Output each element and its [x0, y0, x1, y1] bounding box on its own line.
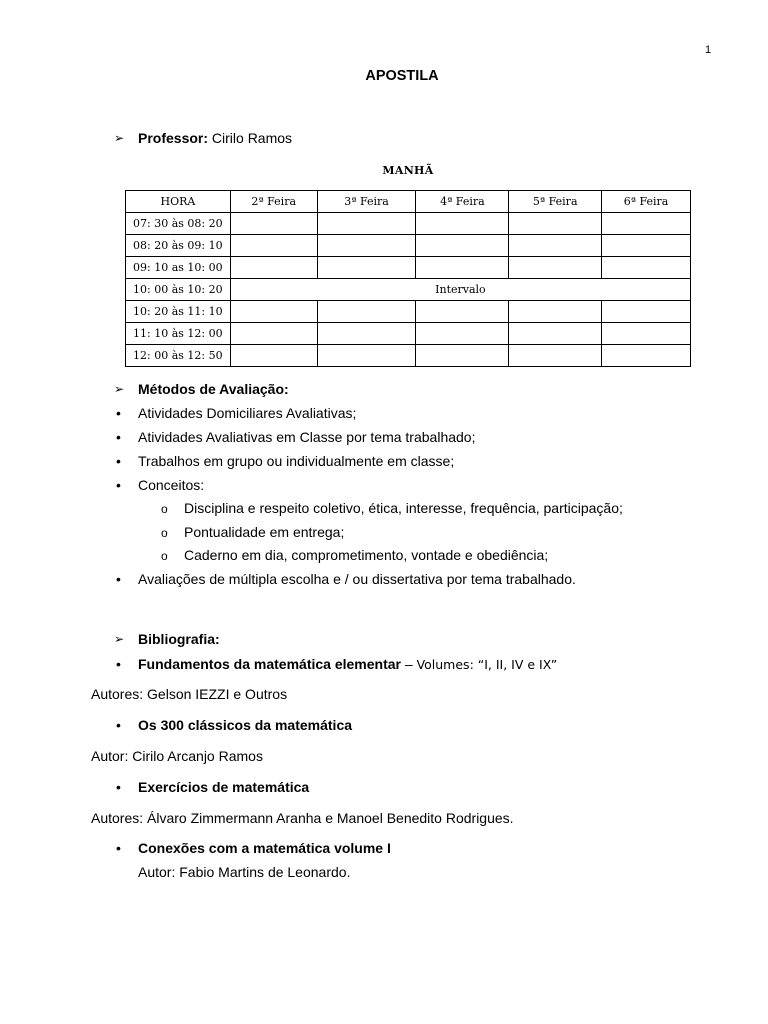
- book-dash: –: [400, 656, 417, 672]
- concept-item: Pontualidade em entrega;: [184, 524, 345, 540]
- book-authors: Autor: Fabio Martins de Leonardo.: [138, 864, 351, 880]
- time-cell: 10: 20 às 11: 10: [126, 301, 231, 323]
- table-cell: [416, 323, 509, 345]
- circle-bullet-icon: o: [161, 526, 168, 540]
- header-hora: HORA: [126, 191, 231, 213]
- header-terca: 3ª Feira: [317, 191, 416, 213]
- schedule-header-row: [126, 191, 691, 213]
- table-cell: [602, 323, 691, 345]
- book-title: Fundamentos da matemática elementar: [138, 656, 401, 672]
- table-row: [126, 301, 691, 323]
- table-cell: [602, 345, 691, 367]
- table-cell: [416, 257, 509, 279]
- circle-bullet-icon: o: [161, 502, 168, 516]
- table-row: [126, 257, 691, 279]
- time-cell: 09: 10 as 10: 00: [126, 257, 231, 279]
- document-title: APOSTILA: [365, 68, 439, 84]
- table-cell: [602, 213, 691, 235]
- table-cell: [509, 301, 602, 323]
- table-cell: [230, 323, 317, 345]
- table-cell: [416, 301, 509, 323]
- bullet-icon: •: [116, 453, 121, 469]
- arrow-bullet-icon: ➢: [114, 632, 125, 646]
- bullet-icon: •: [116, 840, 121, 856]
- book-title: Exercícios de matemática: [138, 779, 310, 795]
- table-row: [126, 213, 691, 235]
- table-cell: [317, 235, 416, 257]
- professor-name: Cirilo Ramos: [211, 130, 293, 146]
- bullet-icon: •: [116, 477, 121, 493]
- evaluation-item: Atividades Avaliativas em Classe por tema trabalhado;: [138, 429, 476, 445]
- evaluation-heading: Métodos de Avaliação:: [138, 381, 289, 397]
- table-cell: [509, 345, 602, 367]
- header-quarta: 4ª Feira: [416, 191, 509, 213]
- table-cell: [230, 213, 317, 235]
- circle-bullet-icon: o: [161, 549, 168, 563]
- table-cell: [230, 257, 317, 279]
- evaluation-item: Conceitos:: [138, 477, 205, 493]
- schedule-caption: MANHÃ: [382, 164, 434, 177]
- book-title: Conexões com a matemática volume I: [138, 840, 391, 856]
- table-cell: [416, 213, 509, 235]
- bullet-icon: •: [116, 429, 121, 445]
- table-cell: [602, 301, 691, 323]
- professor-line: [138, 130, 292, 146]
- concept-item: Caderno em dia, comprometimento, vontade e obediência;: [184, 547, 549, 563]
- interval-cell: Intervalo: [230, 279, 690, 301]
- book-title: Os 300 clássicos da matemática: [138, 717, 353, 733]
- table-cell: [509, 257, 602, 279]
- bullet-icon: •: [116, 405, 121, 421]
- table-cell: [317, 213, 416, 235]
- table-cell: [230, 301, 317, 323]
- bullet-icon: •: [116, 717, 121, 733]
- concept-item: Disciplina e respeito coletivo, ética, interesse, frequência, participação;: [184, 500, 623, 516]
- bibliography-heading: Bibliografia:: [138, 631, 220, 647]
- table-row: [126, 235, 691, 257]
- book-authors: Autores: Gelson IEZZI e Outros: [91, 686, 288, 702]
- professor-label: Professor:: [138, 130, 209, 146]
- time-cell: 11: 10 às 12: 00: [126, 323, 231, 345]
- arrow-bullet-icon: ➢: [114, 131, 125, 145]
- table-cell: [509, 235, 602, 257]
- table-cell: [230, 345, 317, 367]
- time-cell: 07: 30 às 08: 20: [126, 213, 231, 235]
- bullet-icon: •: [116, 779, 121, 795]
- bullet-icon: •: [116, 656, 121, 672]
- evaluation-item: Atividades Domiciliares Avaliativas;: [138, 405, 357, 421]
- schedule-table: [125, 190, 691, 367]
- table-cell: [317, 323, 416, 345]
- header-sexta: 6ª Feira: [602, 191, 691, 213]
- table-row: [126, 323, 691, 345]
- book-authors: Autores: Álvaro Zimmermann Aranha e Manoel Benedito Rodrigues.: [91, 810, 514, 826]
- bullet-icon: •: [116, 571, 121, 587]
- header-segunda: 2ª Feira: [230, 191, 317, 213]
- book-authors: Autor: Cirilo Arcanjo Ramos: [91, 748, 263, 764]
- table-cell: [602, 257, 691, 279]
- table-cell: [509, 323, 602, 345]
- evaluation-item: Avaliações de múltipla escolha e / ou dissertativa por tema trabalhado.: [138, 571, 576, 587]
- evaluation-item: Trabalhos em grupo ou individualmente em classe;: [138, 453, 455, 469]
- table-cell: [317, 257, 416, 279]
- table-cell: [230, 235, 317, 257]
- arrow-bullet-icon: ➢: [114, 382, 125, 396]
- time-cell: 10: 00 às 10: 20: [126, 279, 231, 301]
- table-cell: [602, 235, 691, 257]
- table-row-interval: [126, 279, 691, 301]
- time-cell: 12: 00 às 12: 50: [126, 345, 231, 367]
- table-row: [126, 345, 691, 367]
- table-cell: [317, 345, 416, 367]
- header-quinta: 5ª Feira: [509, 191, 602, 213]
- table-cell: [416, 345, 509, 367]
- table-cell: [509, 213, 602, 235]
- table-cell: [317, 301, 416, 323]
- page-number: 1: [705, 44, 712, 56]
- time-cell: 08: 20 às 09: 10: [126, 235, 231, 257]
- table-cell: [416, 235, 509, 257]
- book-entry: [138, 656, 557, 672]
- book-volumes: Volumes: “I, II, IV e IX”: [416, 657, 558, 672]
